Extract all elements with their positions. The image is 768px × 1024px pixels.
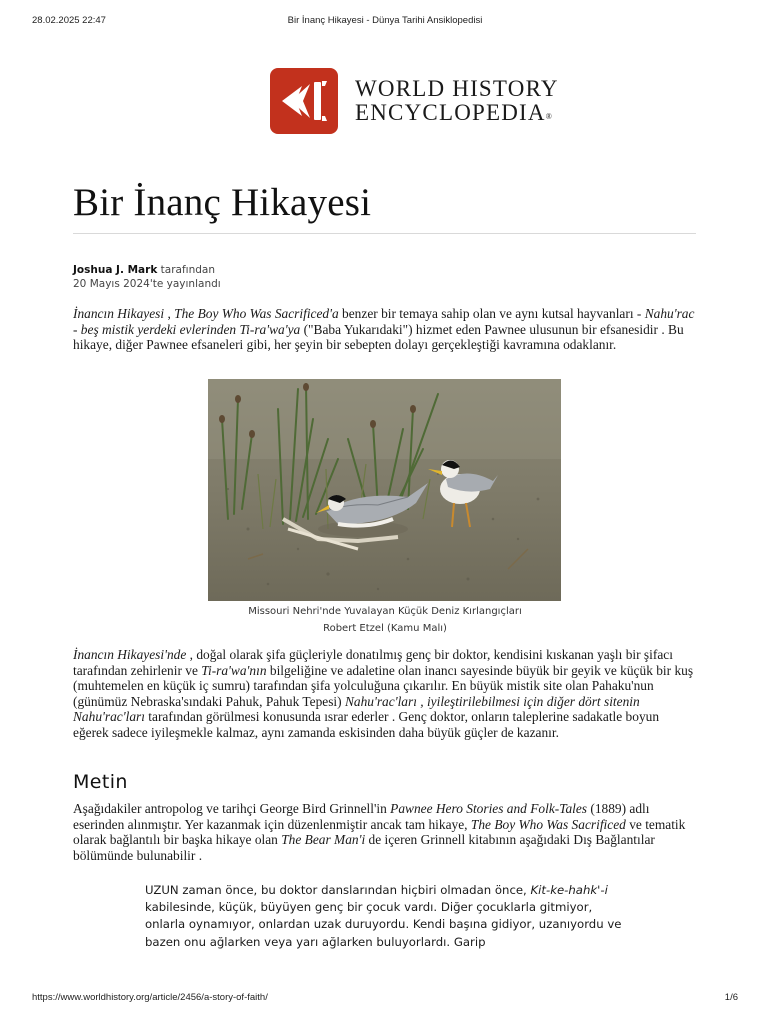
print-datetime: 28.02.2025 22:47 <box>32 15 106 26</box>
photo-caption: Missouri Nehri'nde Yuvalayan Küçük Deniz Kırlangıçları <box>248 606 522 617</box>
body-paragraph-1 <box>73 647 695 741</box>
author-suffix: tarafından <box>157 264 215 276</box>
body-paragraph-2 <box>73 801 695 863</box>
print-header <box>32 15 738 29</box>
quote-italic-1: Kit-ke-hahk'-i <box>530 883 608 897</box>
body2-text-1: Aşağıdakiler antropolog ve tarihçi George Bird Grinnell'in <box>73 801 391 816</box>
body2-italic-1[interactable]: Pawnee Hero Stories and Folk-Tales <box>390 801 588 816</box>
body1-italic-3[interactable]: Nahu'rac'ları , iyileştirilebilmesi için diğer dört sitenin Nahu'rac'ları <box>73 693 640 725</box>
quote-text-2: kabilesinde, küçük, büyüyen genç bir çocuk vardı. Diğer çocuklarla gitmiyor, onlarla oynamıyor, onlardan uzak duruyordu. Kendi başına gidiyor, uzanıyordu ve bazen onu ağlarken veya yarı ağlarken buluyorlardı. Garip <box>145 900 622 949</box>
registered-mark: ® <box>545 112 552 121</box>
body1-italic-2[interactable]: Ti-ra'wa'nın <box>201 662 267 678</box>
site-logo[interactable] <box>270 68 559 134</box>
body1-italic-1[interactable]: İnancın Hikayesi'nde <box>73 647 187 662</box>
body2-text-3: ve tematik olarak bağlantılı bir başka hikaye olan <box>73 816 686 848</box>
intro-italic-1[interactable]: İnancın Hikayesi <box>73 306 165 321</box>
body2-italic-3[interactable]: The Bear Man'i <box>281 832 366 848</box>
photo-least-terns <box>208 379 561 601</box>
intro-text-2: benzer bir temaya sahip olan ve aynı kutsal hayvanları - <box>338 306 645 321</box>
intro-italic-2[interactable]: The Boy Who Was Sacrificed'a <box>174 306 339 321</box>
quote-text-1: UZUN zaman önce, bu doktor danslarından hiçbiri olmadan önce, <box>145 883 531 897</box>
body1-text-1: , doğal olarak şifa güçleriyle donatılmış genç bir doktor, kendisini kıskanan yaşlı bir şifacı tarafından zehirlenir ve <box>73 647 673 678</box>
logo-line-2-text: ENCYCLOPEDIA <box>355 100 546 125</box>
logo-line-2 <box>355 101 559 125</box>
title-divider <box>73 233 696 234</box>
author-name[interactable]: Joshua J. Mark <box>73 264 158 276</box>
intro-italic-3[interactable]: Nahu'rac - beş mistik yerdeki evlerinden Ti-ra'wa'ya <box>73 306 695 337</box>
print-page-title: Bir İnanç Hikayesi - Dünya Tarihi Ansiklopedisi <box>287 15 483 26</box>
body2-text-4: de içeren Grinnell kitabının aşağıdaki Dış Bağlantılar bölümünde bulunabilir . <box>73 832 655 863</box>
photo-credit[interactable]: Robert Etzel (Kamu Malı) <box>323 623 447 634</box>
article-photo[interactable] <box>208 379 561 601</box>
print-url[interactable]: https://www.worldhistory.org/article/2456/a-story-of-faith/ <box>32 992 268 1003</box>
intro-text-1: , <box>164 306 175 321</box>
logo-line-1: WORLD HISTORY <box>355 76 559 101</box>
logo-wordmark <box>355 77 559 125</box>
body1-text-2: bilgeliğine ve adaletine olan inancı sayesinde büyük bir geyik ve küçük bir kuş (muhtemelen en küçük iç sumru) tarafından şifa yolculuğuna çıkarılır. En büyük mistik site olan Pahaku'nun (günümüz Nebraska'sındaki Pahuk, Pahuk Tepesi) <box>73 662 694 709</box>
publish-date: 20 Mayıs 2024'te yayınlandı <box>73 278 221 290</box>
body2-italic-2[interactable]: The Boy Who Was Sacrificed <box>470 816 626 832</box>
author-line <box>73 263 221 277</box>
page-number: 1/6 <box>724 992 738 1003</box>
byline <box>73 263 221 291</box>
section-heading: Metin <box>73 771 128 793</box>
intro-text-3: ("Baba Yukarıdaki") hizmet eden Pawnee ulusunun bir efsanesidir . Bu hikaye, diğer Pawnee efsaneleri gibi, her şeyin bir sebepten dolayı gerçekleştiği kavramına odaklanır. <box>73 321 684 353</box>
block-quote <box>145 882 635 951</box>
body2-text-2: (1889) adlı eserinden alınmıştır. Yer kazanmak için düzenlenmiştir ancak tam hikaye, <box>73 801 650 832</box>
logo-mark-icon <box>270 68 338 134</box>
article-title: Bir İnanç Hikayesi <box>73 181 372 224</box>
print-footer <box>32 992 738 1006</box>
intro-paragraph <box>73 306 695 353</box>
body1-text-3: tarafından görülmesi konusunda ısrar ederler . Genç doktor, onların taleplerine sadakatle boyun eğerek sadece iyileşmekle kalmaz, aynı zamanda eskisinden daha büyük güçler de kazanır. <box>73 709 660 740</box>
